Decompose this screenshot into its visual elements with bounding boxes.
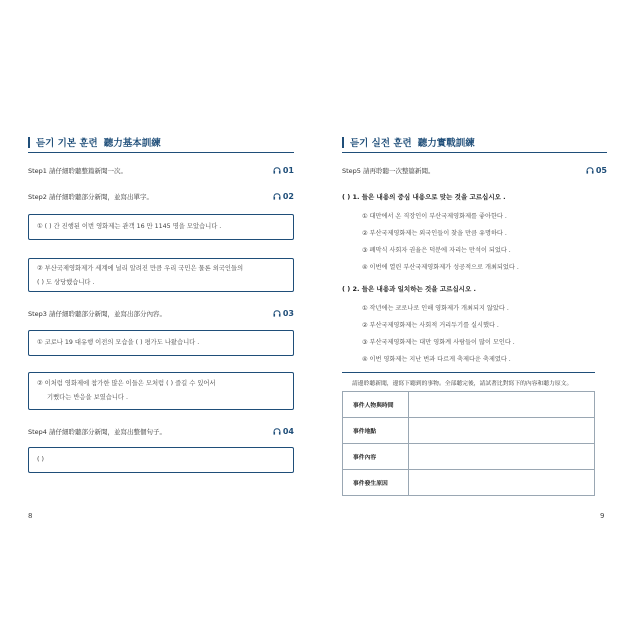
step3 bbox=[28, 309, 294, 318]
step5 bbox=[342, 166, 607, 175]
track-05-label: 05 bbox=[595, 166, 607, 175]
question-2: ( ) 2. 들은 내용과 일치하는 것을 고르십시오 . bbox=[342, 285, 476, 293]
headphones-icon bbox=[273, 167, 281, 174]
track-01-button[interactable] bbox=[273, 166, 294, 175]
headphones-icon bbox=[273, 193, 281, 200]
step3-text: Step3 請仔細聆聽部分新聞，並寫出部分內容。 bbox=[28, 310, 167, 318]
answer-box-2[interactable] bbox=[28, 258, 294, 292]
row-input-cell[interactable] bbox=[409, 444, 595, 470]
box3-line1: ① 코로나 19 대유행 이전의 모습을 ( ) 평가도 나왔습니다 . bbox=[37, 339, 200, 346]
step4 bbox=[28, 427, 294, 436]
left-heading-ko: 듣기 기본 훈련 bbox=[36, 138, 98, 149]
row-label: 事件發生原因 bbox=[343, 470, 409, 496]
table-row bbox=[343, 418, 595, 444]
question-1: ( ) 1. 들은 내용의 중심 내용으로 맞는 것을 고르십시오 . bbox=[342, 193, 506, 201]
table-row bbox=[343, 392, 595, 418]
right-heading-ko: 듣기 실전 훈련 bbox=[350, 138, 412, 149]
right-heading bbox=[342, 135, 475, 149]
step1-text: Step1 請仔細聆聽整篇新聞一次。 bbox=[28, 167, 128, 175]
track-04-label: 04 bbox=[282, 427, 294, 436]
heading-bar bbox=[28, 137, 30, 148]
q1-option-1[interactable]: ① 대만에서 온 직장인이 부산국제영화제를 좋아한다 . bbox=[362, 213, 507, 220]
notes-table bbox=[342, 391, 595, 496]
answer-box-3[interactable] bbox=[28, 330, 294, 356]
q2-option-4[interactable]: ④ 이번 영화제는 지난 번과 다르게 축제다운 축제였다 . bbox=[362, 356, 511, 363]
box2-line2: ( ) 도 상당했습니다 . bbox=[37, 279, 95, 286]
q1-option-4[interactable]: ④ 이번에 열린 부산국제영화제가 성공적으로 개최되었다 . bbox=[362, 264, 519, 271]
track-03-label: 03 bbox=[282, 309, 294, 318]
row-label: 事件內容 bbox=[343, 444, 409, 470]
page-number-left: 8 bbox=[28, 512, 33, 520]
headphones-icon bbox=[273, 428, 281, 435]
box5-line1: ( ) bbox=[37, 456, 44, 463]
answer-box-5[interactable] bbox=[28, 447, 294, 473]
left-heading-zh: 聽力基本訓練 bbox=[103, 138, 161, 149]
box4-line2: 기뻤다는 반응을 보였습니다 . bbox=[47, 394, 128, 401]
track-01-label: 01 bbox=[282, 166, 294, 175]
track-03-button[interactable] bbox=[273, 309, 294, 318]
right-heading-zh: 聽力實戰訓練 bbox=[417, 138, 475, 149]
heading-bar bbox=[342, 137, 344, 148]
step2-text: Step2 請仔細聆聽部分新聞，並寫出單字。 bbox=[28, 193, 154, 201]
row-label: 事件地點 bbox=[343, 418, 409, 444]
q1-option-3[interactable]: ③ 폐막식 사회자 권율은 덕분에 자리는 만석이 되었다 . bbox=[362, 247, 511, 254]
q2-option-2[interactable]: ② 부산국제영화제는 사회적 거리두기를 실시했다 . bbox=[362, 322, 499, 329]
left-heading-rule bbox=[28, 152, 294, 153]
step1 bbox=[28, 166, 294, 175]
q2-option-3[interactable]: ③ 부산국제영화제는 대만 영화계 사람들이 많이 모인다 . bbox=[362, 339, 515, 346]
table-row bbox=[343, 470, 595, 496]
row-input-cell[interactable] bbox=[409, 418, 595, 444]
step2 bbox=[28, 192, 294, 201]
track-02-button[interactable] bbox=[273, 192, 294, 201]
q1-option-2[interactable]: ② 부산국제영화제는 외국인들이 찾을 만큼 유명하다 . bbox=[362, 230, 507, 237]
box4-line1: ② 이처럼 영화제에 참가한 많은 이들은 모처럼 ( ) 즐길 수 있어서 bbox=[37, 380, 216, 387]
row-input-cell[interactable] bbox=[409, 470, 595, 496]
headphones-icon bbox=[586, 167, 594, 174]
box2-line1: ② 부산국제영화제가 세계에 널리 알려진 만큼 우리 국민은 물론 외국인들의 bbox=[37, 265, 244, 272]
q2-option-1[interactable]: ① 작년에는 코로나로 인해 영화제가 개최되지 않았다 . bbox=[362, 305, 509, 312]
row-label: 事件人物與時間 bbox=[343, 392, 409, 418]
table-top-rule bbox=[342, 372, 595, 373]
table-instruction: 請邊聆聽新聞，邊寫下聽到的事物。全部聽完後，請試著比對寫下的內容和聽力原文。 bbox=[352, 381, 573, 387]
track-04-button[interactable] bbox=[273, 427, 294, 436]
step5-text: Step5 請再聆聽一次整篇新聞。 bbox=[342, 167, 435, 175]
step4-text: Step4 請仔細聆聽部分新聞，並寫出整個句子。 bbox=[28, 428, 167, 436]
box1-line1: ① ( ) 간 진행된 이번 영화제는 관객 16 만 1145 명을 모았습니다 . bbox=[37, 223, 222, 230]
page-number-right: 9 bbox=[600, 512, 605, 520]
track-05-button[interactable] bbox=[586, 166, 607, 175]
row-input-cell[interactable] bbox=[409, 392, 595, 418]
headphones-icon bbox=[273, 310, 281, 317]
track-02-label: 02 bbox=[282, 192, 294, 201]
answer-box-1[interactable] bbox=[28, 214, 294, 240]
table-row bbox=[343, 444, 595, 470]
answer-box-4[interactable] bbox=[28, 372, 294, 410]
right-heading-rule bbox=[342, 152, 607, 153]
left-heading bbox=[28, 135, 161, 149]
